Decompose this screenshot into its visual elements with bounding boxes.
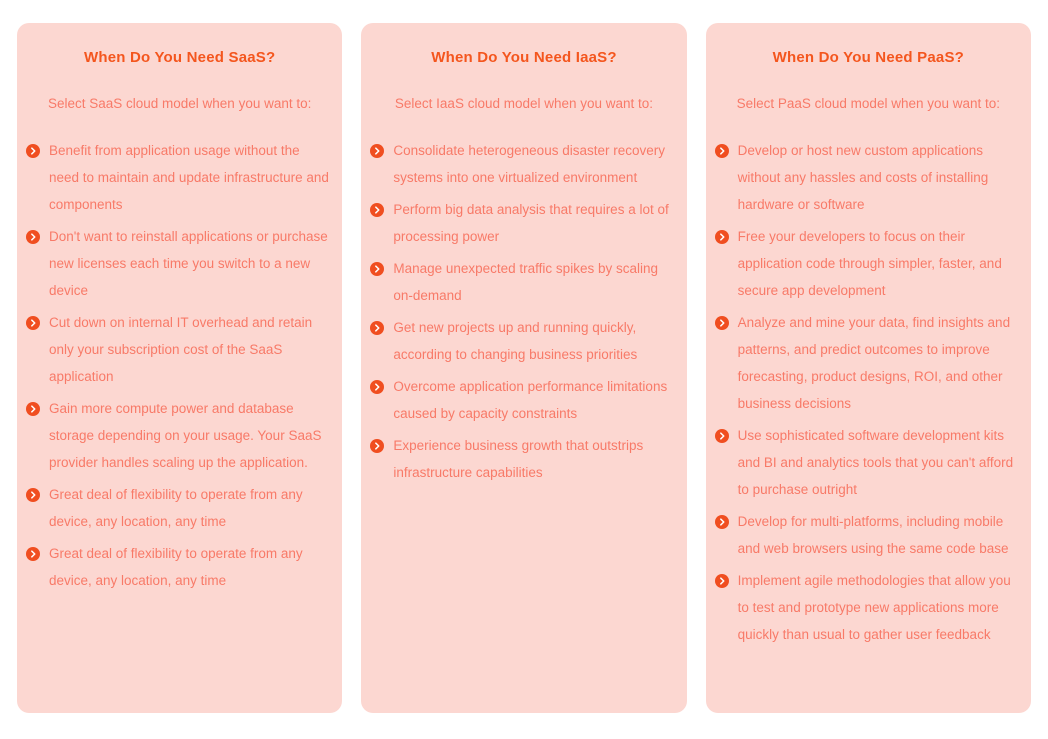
- list-item: [715, 567, 1019, 648]
- card-iaas: [361, 23, 686, 713]
- list-item-text: Perform big data analysis that requires a lot of processing power: [393, 202, 669, 244]
- list-item: [715, 137, 1019, 218]
- list-item-text: Gain more compute power and database storage depending on your usage. Your SaaS provider handles scaling up the application.: [49, 401, 322, 470]
- chevron-right-circle-icon: [370, 203, 384, 217]
- chevron-right-circle-icon: [26, 547, 40, 561]
- list-item: [26, 395, 330, 476]
- card-iaas-list: [361, 137, 686, 486]
- chevron-right-circle-icon: [370, 262, 384, 276]
- chevron-right-circle-icon: [370, 439, 384, 453]
- list-item-text: Cut down on internal IT overhead and retain only your subscription cost of the SaaS application: [49, 315, 313, 384]
- list-item: [26, 223, 330, 304]
- list-item: [370, 196, 674, 250]
- chevron-right-circle-icon: [715, 429, 729, 443]
- chevron-right-circle-icon: [26, 230, 40, 244]
- chevron-right-circle-icon: [715, 574, 729, 588]
- chevron-right-circle-icon: [370, 144, 384, 158]
- chevron-right-circle-icon: [26, 316, 40, 330]
- list-item-text: Manage unexpected traffic spikes by scaling on-demand: [393, 261, 658, 303]
- list-item: [370, 314, 674, 368]
- list-item: [715, 508, 1019, 562]
- list-item: [26, 137, 330, 218]
- card-saas-list: [17, 137, 342, 594]
- list-item-text: Don't want to reinstall applications or purchase new licenses each time you switch to a new device: [49, 229, 328, 298]
- chevron-right-circle-icon: [715, 144, 729, 158]
- chevron-right-circle-icon: [26, 402, 40, 416]
- list-item: [715, 422, 1019, 503]
- list-item-text: Free your developers to focus on their application code through simpler, faster, and secure app development: [737, 229, 1002, 298]
- card-paas-title: When Do You Need PaaS?: [772, 49, 965, 66]
- list-item-text: Overcome application performance limitations caused by capacity constraints: [393, 379, 668, 421]
- chevron-right-circle-icon: [715, 230, 729, 244]
- list-item: [26, 309, 330, 390]
- list-item: [370, 432, 674, 486]
- list-item-text: Experience business growth that outstrips infrastructure capabilities: [393, 438, 644, 480]
- card-saas-subtitle: Select SaaS cloud model when you want to:: [47, 96, 312, 111]
- list-item: [370, 137, 674, 191]
- list-item-text: Get new projects up and running quickly, according to changing business priorities: [393, 320, 638, 362]
- chevron-right-circle-icon: [370, 380, 384, 394]
- list-item-text: Use sophisticated software development kits and BI and analytics tools that you can't afford to purchase outright: [737, 428, 1014, 497]
- card-saas: [17, 23, 342, 713]
- list-item: [26, 481, 330, 535]
- card-iaas-title: When Do You Need IaaS?: [431, 49, 617, 66]
- list-item-text: Implement agile methodologies that allow you to test and prototype new applications more quickly than usual to gather user feedback: [737, 573, 1011, 642]
- chevron-right-circle-icon: [715, 515, 729, 529]
- card-paas: [706, 23, 1031, 713]
- chevron-right-circle-icon: [26, 144, 40, 158]
- list-item-text: Great deal of flexibility to operate from any device, any location, any time: [49, 487, 303, 529]
- list-item-text: Develop for multi-platforms, including mobile and web browsers using the same code base: [737, 514, 1009, 556]
- card-iaas-subtitle: Select IaaS cloud model when you want to:: [394, 96, 654, 111]
- list-item: [715, 223, 1019, 304]
- list-item: [370, 373, 674, 427]
- card-saas-title: When Do You Need SaaS?: [83, 49, 276, 66]
- card-paas-list: [706, 137, 1031, 648]
- list-item-text: Consolidate heterogeneous disaster recovery systems into one virtualized environment: [393, 143, 665, 185]
- card-paas-subtitle: Select PaaS cloud model when you want to:: [736, 96, 1001, 111]
- list-item: [370, 255, 674, 309]
- list-item: [715, 309, 1019, 417]
- list-item: [26, 540, 330, 594]
- chevron-right-circle-icon: [370, 321, 384, 335]
- chevron-right-circle-icon: [26, 488, 40, 502]
- list-item-text: Develop or host new custom applications without any hassles and costs of installing hardware or software: [737, 143, 989, 212]
- list-item-text: Analyze and mine your data, find insights and patterns, and predict outcomes to improve forecasting, product designs, ROI, and other business decisions: [737, 315, 1011, 411]
- chevron-right-circle-icon: [715, 316, 729, 330]
- list-item-text: Great deal of flexibility to operate from any device, any location, any time: [49, 546, 303, 588]
- list-item-text: Benefit from application usage without the need to maintain and update infrastructure and components: [49, 143, 329, 212]
